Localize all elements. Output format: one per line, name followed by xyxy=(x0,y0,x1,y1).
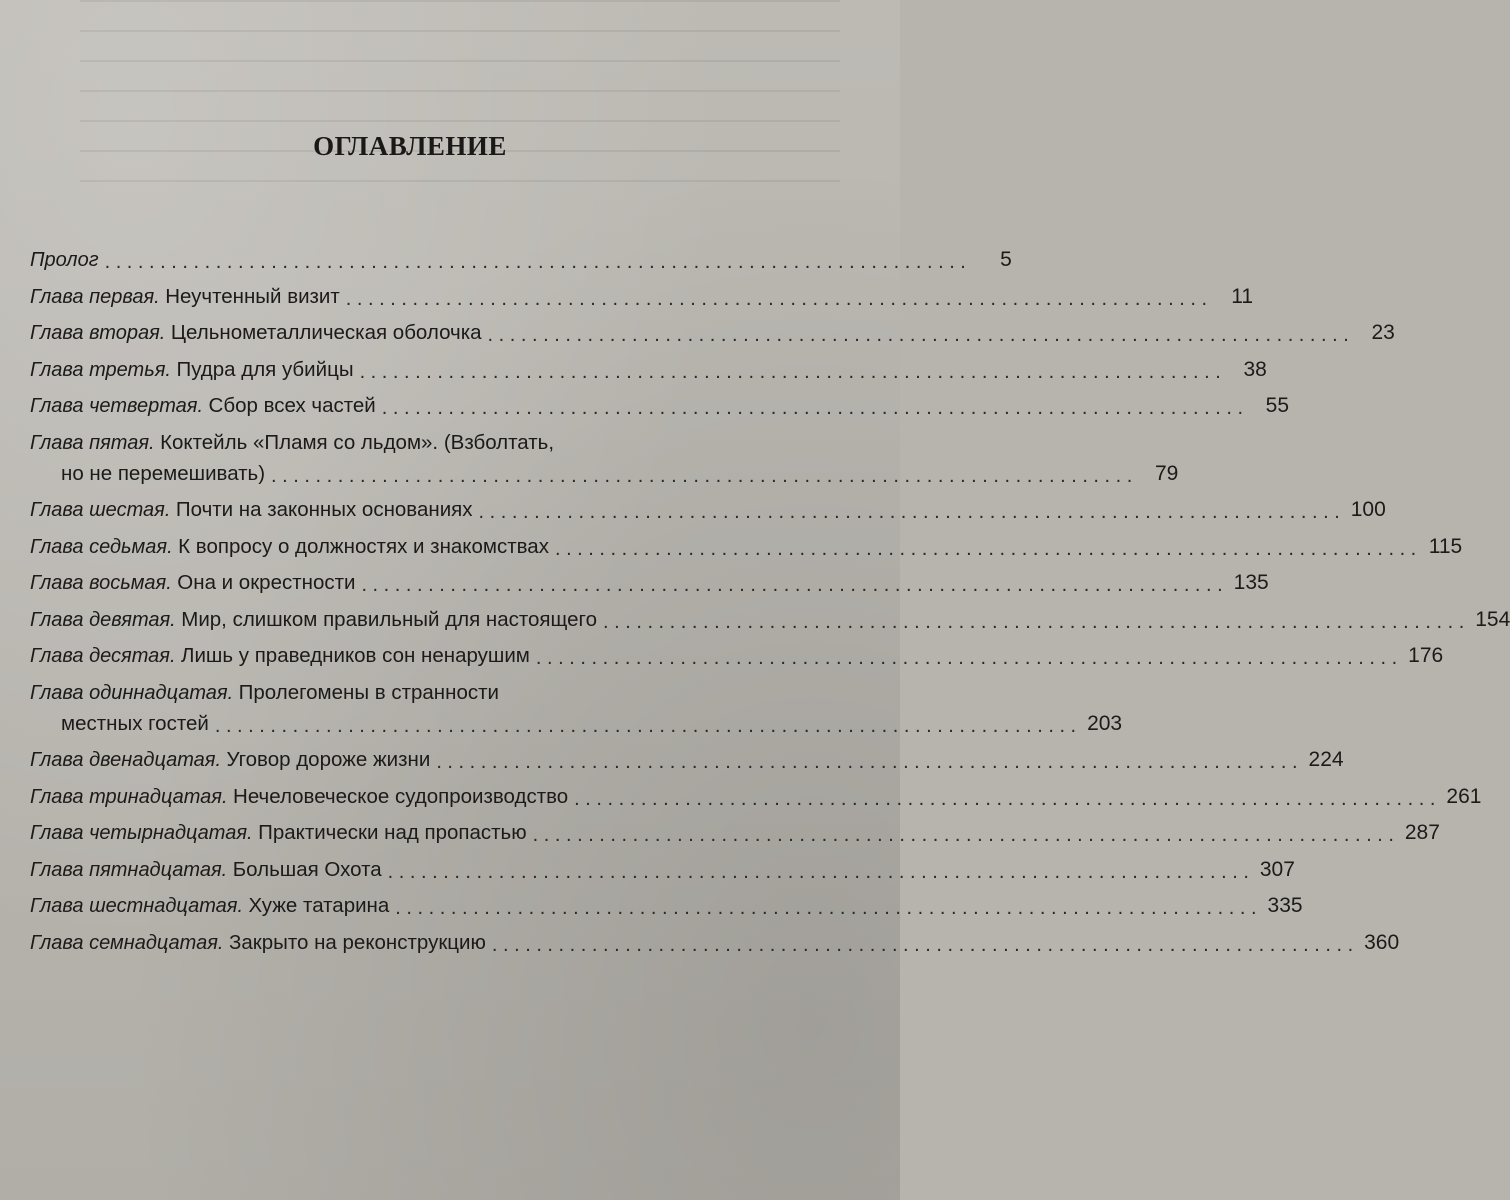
leader-dots xyxy=(488,322,1349,348)
leader-dots xyxy=(492,932,1353,958)
leader-dots xyxy=(436,749,1297,775)
toc-entry-label: Глава пятнадцатая. xyxy=(30,858,228,881)
toc-entry-chapter-7 xyxy=(30,531,1463,562)
leader-dots xyxy=(395,895,1256,921)
leader-dots xyxy=(382,395,1243,421)
toc-entry-title: Нечеловеческое судопроизводство xyxy=(233,784,569,808)
toc-entry-title: Практически над пропастью xyxy=(258,821,527,844)
toc-entry-title: Уговор дороже жизни xyxy=(226,748,431,771)
toc-page-number: 100 xyxy=(1350,498,1386,521)
toc-entry-chapter-8 xyxy=(30,567,1269,598)
toc-entry-label: Глава восьмая. xyxy=(30,572,172,594)
toc-entry-chapter-10 xyxy=(30,640,1444,671)
toc-entry-prologue xyxy=(30,244,1012,275)
toc-page-number: 360 xyxy=(1364,930,1400,954)
toc-entry-label: Глава десятая. xyxy=(30,645,176,667)
toc-page-number: 261 xyxy=(1446,784,1482,808)
toc-entry-title: Мир, слишком правильный для настоящего xyxy=(181,607,597,631)
toc-entry-chapter-15 xyxy=(30,854,1295,885)
leader-dots xyxy=(105,249,966,275)
table-of-contents xyxy=(30,244,1510,963)
toc-page-number: 38 xyxy=(1243,357,1267,381)
toc-entry-label: Глава шестая. xyxy=(30,499,171,521)
leader-dots xyxy=(555,536,1416,562)
toc-entry-chapter-6 xyxy=(30,494,1386,525)
toc-entry-title: Она и окрестности xyxy=(177,571,356,594)
toc-entry-title: Почти на законных основаниях xyxy=(175,498,473,521)
leader-dots xyxy=(603,609,1464,635)
toc-entry-label: Глава вторая. xyxy=(30,322,166,344)
toc-page-number: 5 xyxy=(1000,248,1012,271)
toc-entry-label: Глава четвертая. xyxy=(30,395,204,417)
leader-dots xyxy=(574,786,1435,812)
toc-page-number: 11 xyxy=(1231,284,1254,308)
toc-entry-title: Сбор всех частей xyxy=(208,394,376,417)
toc-entry-title-continued: но не перемешивать) xyxy=(61,461,266,485)
toc-entry-chapter-3 xyxy=(30,354,1267,385)
leader-dots xyxy=(361,572,1222,598)
toc-entry-title: Неучтенный визит xyxy=(165,284,340,308)
toc-entry-title-continued: местных гостей xyxy=(61,711,209,735)
toc-entry-chapter-12 xyxy=(30,744,1344,775)
toc-page-number: 23 xyxy=(1371,321,1395,344)
toc-entry-chapter-14 xyxy=(30,817,1440,848)
toc-entry-title: Большая Охота xyxy=(232,857,382,881)
toc-entry-title: Коктейль «Пламя со льдом». (Взболтать, xyxy=(160,430,555,454)
toc-entry-label: Глава третья. xyxy=(30,358,171,381)
toc-entry-label: Глава первая. xyxy=(30,285,160,308)
page-title: ОГЛАВЛЕНИЕ xyxy=(313,131,507,161)
toc-page-number: 224 xyxy=(1308,748,1344,771)
toc-entry-chapter-4 xyxy=(30,390,1290,421)
toc-entry-title: Хуже татарина xyxy=(248,894,390,917)
leader-dots xyxy=(536,645,1397,671)
toc-entry-label: Глава седьмая. xyxy=(30,535,173,558)
toc-entry-label: Глава семнадцатая. xyxy=(30,931,224,954)
toc-entry-chapter-9 xyxy=(30,604,1510,635)
toc-entry-title: Пролегомены в странности xyxy=(238,680,499,704)
toc-entry-chapter-5-continued xyxy=(30,458,1179,489)
toc-entry-label: Глава двенадцатая. xyxy=(30,749,222,771)
toc-entry-chapter-13 xyxy=(30,781,1482,812)
toc-entry-title: Цельнометаллическая оболочка xyxy=(170,321,482,344)
toc-entry-label: Глава одиннадцатая. xyxy=(30,681,234,704)
toc-entry-chapter-5 xyxy=(30,427,805,458)
toc-page-number: 203 xyxy=(1087,711,1123,735)
toc-entry-label: Пролог xyxy=(30,249,99,271)
toc-page-number: 115 xyxy=(1428,534,1463,558)
leader-dots xyxy=(271,463,1132,489)
toc-page-number: 135 xyxy=(1233,571,1269,594)
leader-dots xyxy=(388,859,1249,885)
toc-entry-chapter-11 xyxy=(30,677,805,708)
toc-entry-label: Глава пятая. xyxy=(30,431,155,454)
toc-entry-chapter-16 xyxy=(30,890,1303,921)
toc-entry-label: Глава шестнадцатая. xyxy=(30,895,244,917)
toc-page-number: 307 xyxy=(1259,857,1295,881)
leader-dots xyxy=(215,713,1076,739)
toc-entry-title: Закрыто на реконструкцию xyxy=(228,930,486,954)
toc-page-number: 55 xyxy=(1265,394,1290,417)
toc-entry-label: Глава девятая. xyxy=(30,608,176,631)
toc-page-number: 79 xyxy=(1154,461,1179,485)
toc-page-number: 176 xyxy=(1408,644,1444,667)
leader-dots xyxy=(533,822,1394,848)
toc-entry-title: Лишь у праведников сон ненарушим xyxy=(181,644,530,667)
toc-entry-chapter-2 xyxy=(30,317,1395,348)
toc-entry-title: Пудра для убийцы xyxy=(176,357,354,381)
leader-dots xyxy=(346,286,1207,312)
leader-dots xyxy=(479,499,1340,525)
toc-page-number: 335 xyxy=(1267,894,1303,917)
toc-entry-chapter-1 xyxy=(30,281,1254,312)
toc-entry-label: Глава четырнадцатая. xyxy=(30,822,253,844)
toc-entry-chapter-17 xyxy=(30,927,1400,958)
toc-entry-chapter-11-continued xyxy=(30,708,1123,739)
leader-dots xyxy=(360,359,1221,385)
toc-page-number: 287 xyxy=(1404,821,1440,844)
toc-page-number: 154 xyxy=(1475,607,1510,631)
toc-entry-label: Глава тринадцатая. xyxy=(30,785,228,808)
show-through-text xyxy=(80,0,840,210)
toc-entry-title: К вопросу о должностях и знакомствах xyxy=(178,534,549,558)
